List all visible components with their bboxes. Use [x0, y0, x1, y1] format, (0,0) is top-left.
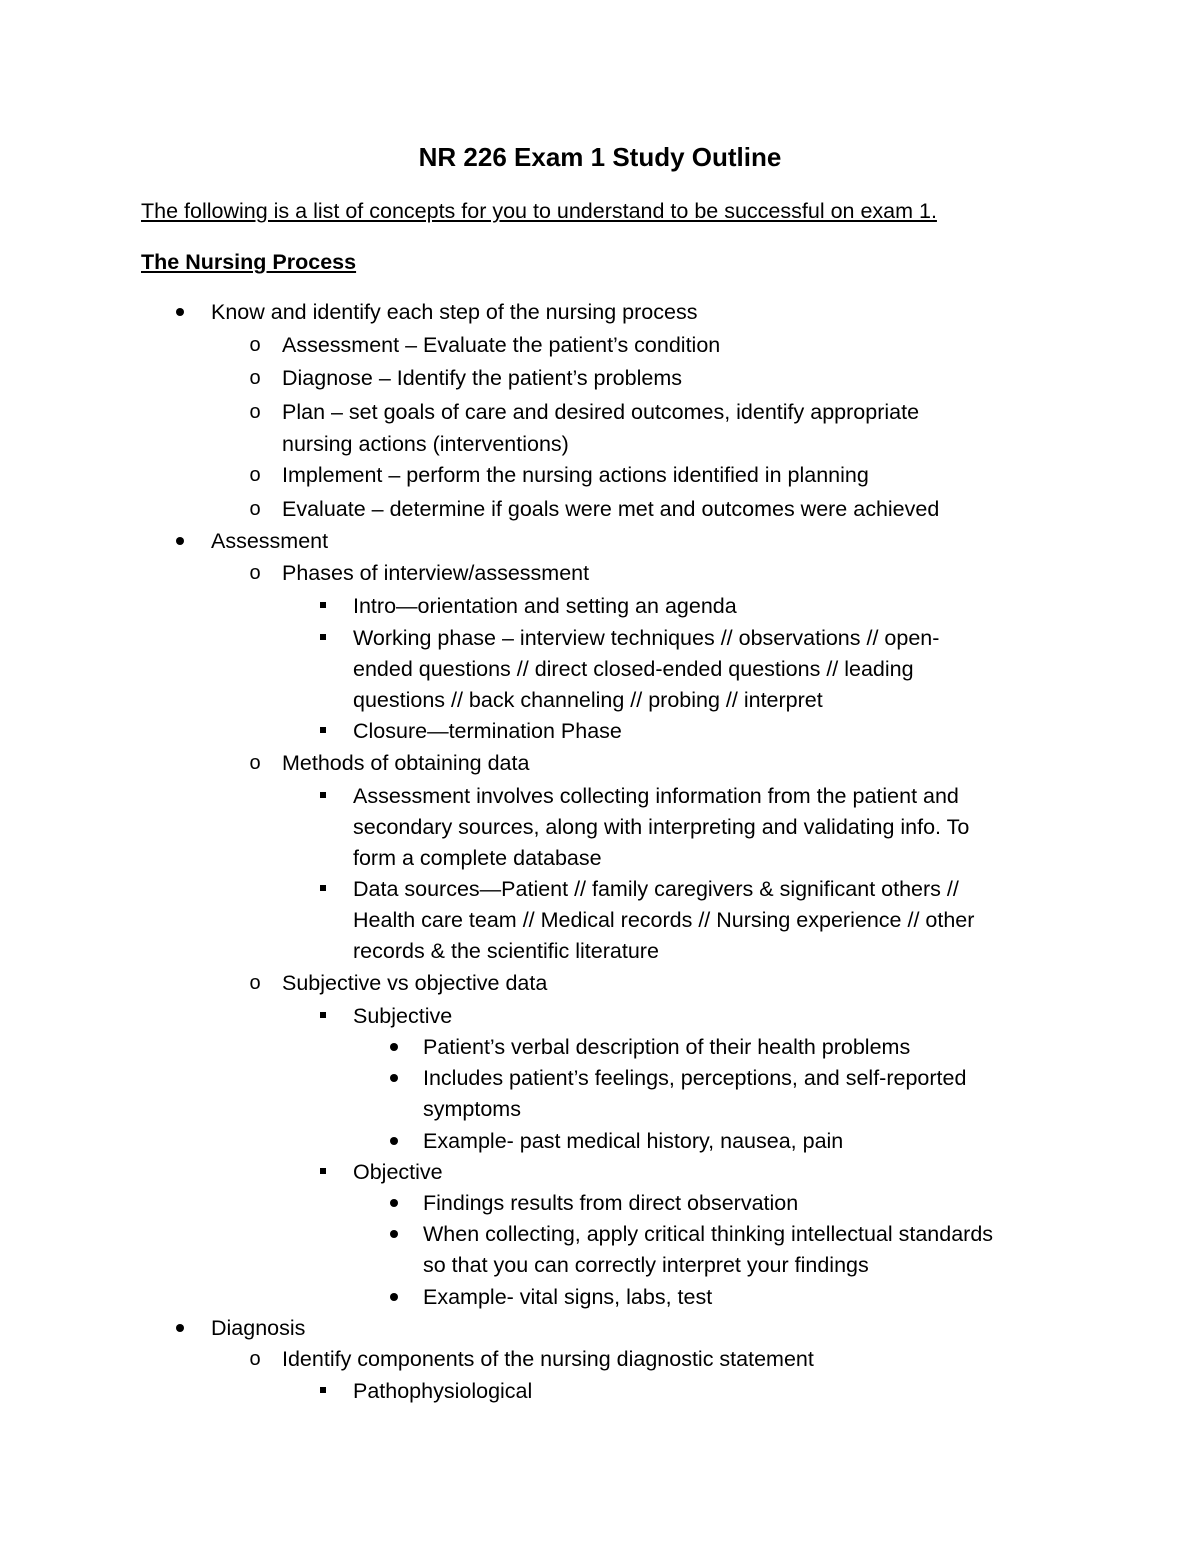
list-item-continuation [0, 654, 1200, 685]
list-item-text: so that you can correctly interpret your findings [423, 1253, 869, 1277]
square-bullet-icon [311, 1157, 335, 1188]
list-item [0, 968, 1200, 999]
list-item [0, 526, 1200, 557]
list-item-text: questions // back channeling // probing // interpret [353, 688, 823, 712]
list-item [0, 623, 1200, 654]
list-item [0, 748, 1200, 779]
bullet-dot-icon [168, 297, 192, 328]
list-item [0, 330, 1200, 361]
list-item-text: secondary sources, along with interpreting and validating info. To [353, 815, 970, 839]
circle-bullet-marker: o [249, 972, 261, 994]
list-item-text: When collecting, apply critical thinking intellectual standards [423, 1222, 994, 1246]
list-item [0, 460, 1200, 491]
list-item-text: form a complete database [353, 846, 602, 870]
list-item [0, 1219, 1200, 1250]
list-item-continuation [0, 905, 1200, 936]
bullet-dot-icon [382, 1282, 406, 1313]
list-item-text: Assessment involves collecting information from the patient and [353, 784, 959, 808]
list-item-text: Objective [353, 1160, 443, 1184]
square-bullet-icon [311, 591, 335, 622]
list-item-text: Implement – perform the nursing actions identified in planning [282, 463, 869, 487]
list-item-continuation [0, 429, 1200, 460]
bullet-dot-icon [382, 1219, 406, 1250]
list-item [0, 1376, 1200, 1407]
list-item-text: Example- vital signs, labs, test [423, 1285, 713, 1309]
bullet-dot-icon [382, 1063, 406, 1094]
list-item [0, 874, 1200, 905]
list-item-continuation [0, 685, 1200, 716]
bullet-dot-icon [382, 1126, 406, 1157]
list-item-text: Patient’s verbal description of their health problems [423, 1035, 911, 1059]
list-item-text: Includes patient’s feelings, perceptions, and self-reported [423, 1066, 967, 1090]
list-item-text: Data sources—Patient // family caregivers & significant others // [353, 877, 959, 901]
list-item-text: Subjective [353, 1004, 453, 1028]
list-item-continuation [0, 1094, 1200, 1125]
list-item [0, 363, 1200, 394]
list-item-text: Assessment [211, 529, 329, 553]
list-item [0, 297, 1200, 328]
circle-bullet-marker: o [249, 334, 261, 356]
list-item-continuation [0, 1250, 1200, 1281]
list-item-text: Working phase – interview techniques // observations // open- [353, 626, 940, 650]
list-item-text: symptoms [423, 1097, 521, 1121]
list-item-continuation [0, 812, 1200, 843]
list-item-text: Identify components of the nursing diagnostic statement [282, 1347, 814, 1371]
square-bullet-icon [311, 874, 335, 905]
list-item-text: Methods of obtaining data [282, 751, 530, 775]
list-item-continuation [0, 843, 1200, 874]
page-title: NR 226 Exam 1 Study Outline [418, 142, 782, 172]
list-item-text: Phases of interview/assessment [282, 561, 590, 585]
circle-bullet-marker: o [249, 752, 261, 774]
list-item [0, 1001, 1200, 1032]
list-item-text: records & the scientific literature [353, 939, 659, 963]
bullet-dot-icon [168, 1313, 192, 1344]
list-item-continuation [0, 936, 1200, 967]
intro-text: The following is a list of concepts for you to understand to be successful on exam 1. [141, 199, 937, 223]
list-item [0, 1063, 1200, 1094]
list-item [0, 591, 1200, 622]
circle-bullet-marker: o [249, 562, 261, 584]
list-item-text: Subjective vs objective data [282, 971, 548, 995]
square-bullet-icon [311, 716, 335, 747]
square-bullet-icon [311, 781, 335, 812]
list-item-text: Intro—orientation and setting an agenda [353, 594, 737, 618]
list-item-text: Know and identify each step of the nursing process [211, 300, 698, 324]
list-item [0, 1344, 1200, 1375]
list-item [0, 1126, 1200, 1157]
list-item [0, 1282, 1200, 1313]
list-item-text: Evaluate – determine if goals were met and outcomes were achieved [282, 497, 940, 521]
list-item-text: ended questions // direct closed-ended questions // leading [353, 657, 914, 681]
circle-bullet-marker: o [249, 401, 261, 423]
list-item [0, 494, 1200, 525]
list-item [0, 1157, 1200, 1188]
section-heading: The Nursing Process [141, 250, 357, 274]
list-item [0, 1313, 1200, 1344]
list-item [0, 397, 1200, 428]
list-item [0, 1188, 1200, 1219]
list-item [0, 781, 1200, 812]
square-bullet-icon [311, 1001, 335, 1032]
list-item-text: Diagnose – Identify the patient’s problems [282, 366, 682, 390]
square-bullet-icon [311, 1376, 335, 1407]
list-item-text: Pathophysiological [353, 1379, 533, 1403]
list-item [0, 716, 1200, 747]
circle-bullet-marker: o [249, 1348, 261, 1370]
list-item-text: Closure—termination Phase [353, 719, 622, 743]
list-item [0, 1032, 1200, 1063]
bullet-dot-icon [168, 526, 192, 557]
list-item-text: nursing actions (interventions) [282, 432, 569, 456]
bullet-dot-icon [382, 1188, 406, 1219]
list-item [0, 558, 1200, 589]
square-bullet-icon [311, 623, 335, 654]
list-item-text: Plan – set goals of care and desired outcomes, identify appropriate [282, 400, 920, 424]
bullet-dot-icon [382, 1032, 406, 1063]
circle-bullet-marker: o [249, 498, 261, 520]
list-item-text: Findings results from direct observation [423, 1191, 799, 1215]
list-item-text: Diagnosis [211, 1316, 306, 1340]
list-item-text: Health care team // Medical records // Nursing experience // other [353, 908, 975, 932]
list-item-text: Assessment – Evaluate the patient’s condition [282, 333, 721, 357]
list-item-text: Example- past medical history, nausea, pain [423, 1129, 844, 1153]
circle-bullet-marker: o [249, 464, 261, 486]
circle-bullet-marker: o [249, 367, 261, 389]
